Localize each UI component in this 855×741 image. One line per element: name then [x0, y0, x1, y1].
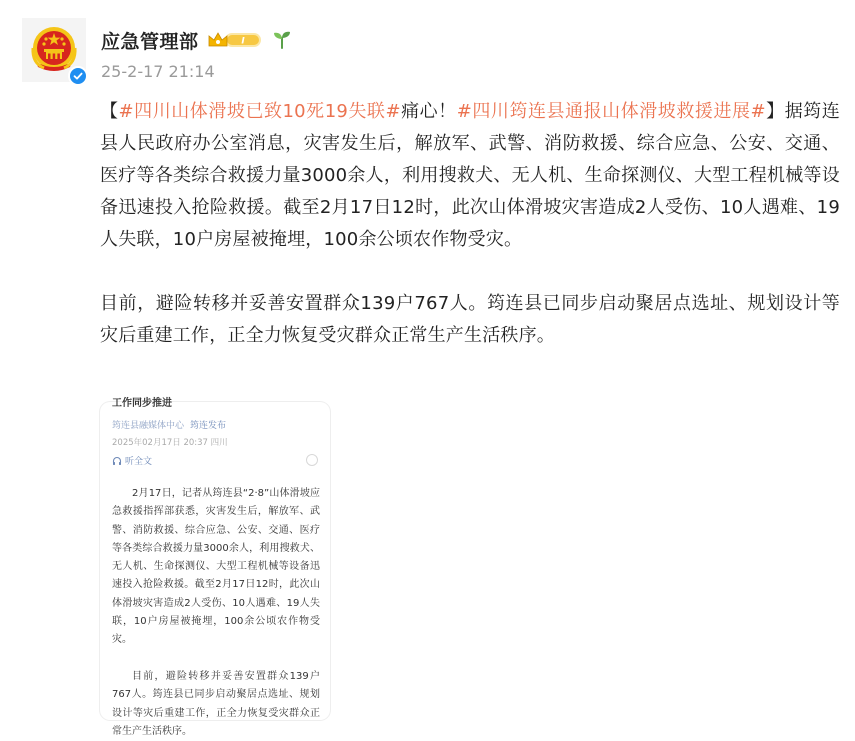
embed-paragraph-1: 2月17日，记者从筠连县“2·8”山体滑坡应急救援指挥部获悉，灾害发生后，解放军、武警、消防救援、综合应急、公安、交通、医疗等各类综合救援力量3000余人，利用搜救犬、无人机、生命探测仪、大型工程机械等设备迅速投入抢险救援。截至2月17日12时，此次山体滑坡灾害造成2人受伤、10人遇难、19人失联，10户房屋被掩埋，100余公顷农作物受灾。 — [112, 488, 320, 646]
sprout-icon[interactable] — [271, 28, 293, 50]
embed-paragraph-2: 目前，避险转移并妥善安置群众139户767人。筠连县已同步启动聚居点选址、规划设计等灾后重建工作，正全力恢复受灾群众正常生产生活秩序。 — [112, 670, 320, 737]
embed-source: 筠连县融媒体中心 — [112, 421, 185, 431]
post-paragraph-2: 目前，避险转移并妥善安置群众139户767人。筠连县已同步启动聚居点选址、规划设计等灾后重建工作，正全力恢复受灾群众正常生产生活秩序。 — [100, 293, 840, 346]
embed-article-body — [112, 485, 320, 741]
vip-crown-badge-icon[interactable] — [207, 30, 263, 50]
bracket-open: 【 — [100, 101, 119, 122]
post-paragraph-1-text: 据筠连县人民政府办公室消息，灾害发生后，解放军、武警、消防救援、综合应急、公安、交通、医疗等各类综合救援力量3000余人，利用搜救犬、无人机、生命探测仪、大型工程机械等设备迅速投入抢险救援。截至2月17日12时，此次山体滑坡灾害造成2人受伤、10人遇难、19人失联，10户房屋被掩埋，100余公顷农作物受灾。 — [100, 101, 840, 250]
post-exclamation: 痛心！ — [400, 101, 457, 122]
headphones-icon — [112, 456, 122, 466]
embed-date: 2025年02月17日 20:37 四川 — [112, 438, 228, 448]
post-timestamp[interactable]: 25-2-17 21:14 — [101, 62, 215, 81]
embed-listen-button — [112, 454, 152, 467]
topic-link-rescue-progress[interactable]: #四川筠连县通报山体滑坡救援进展# — [456, 101, 766, 122]
embed-listen-label: 听全文 — [125, 457, 153, 467]
bracket-close: 】 — [765, 101, 785, 122]
embed-publisher: 筠连发布 — [190, 421, 227, 431]
post-body — [100, 96, 840, 352]
embed-more-icon — [306, 454, 318, 466]
embed-cut-heading: 工作同步推进 — [112, 398, 172, 409]
attached-image-article[interactable] — [100, 398, 330, 737]
post-paragraph-1 — [100, 96, 840, 256]
topic-link-landslide-casualties[interactable]: #四川山体滑坡已致10死19失联# — [118, 101, 401, 122]
verified-icon — [68, 66, 88, 86]
svg-text:I: I — [241, 36, 245, 47]
author-name[interactable]: 应急管理部 — [101, 31, 199, 53]
embed-source-line — [112, 418, 226, 431]
